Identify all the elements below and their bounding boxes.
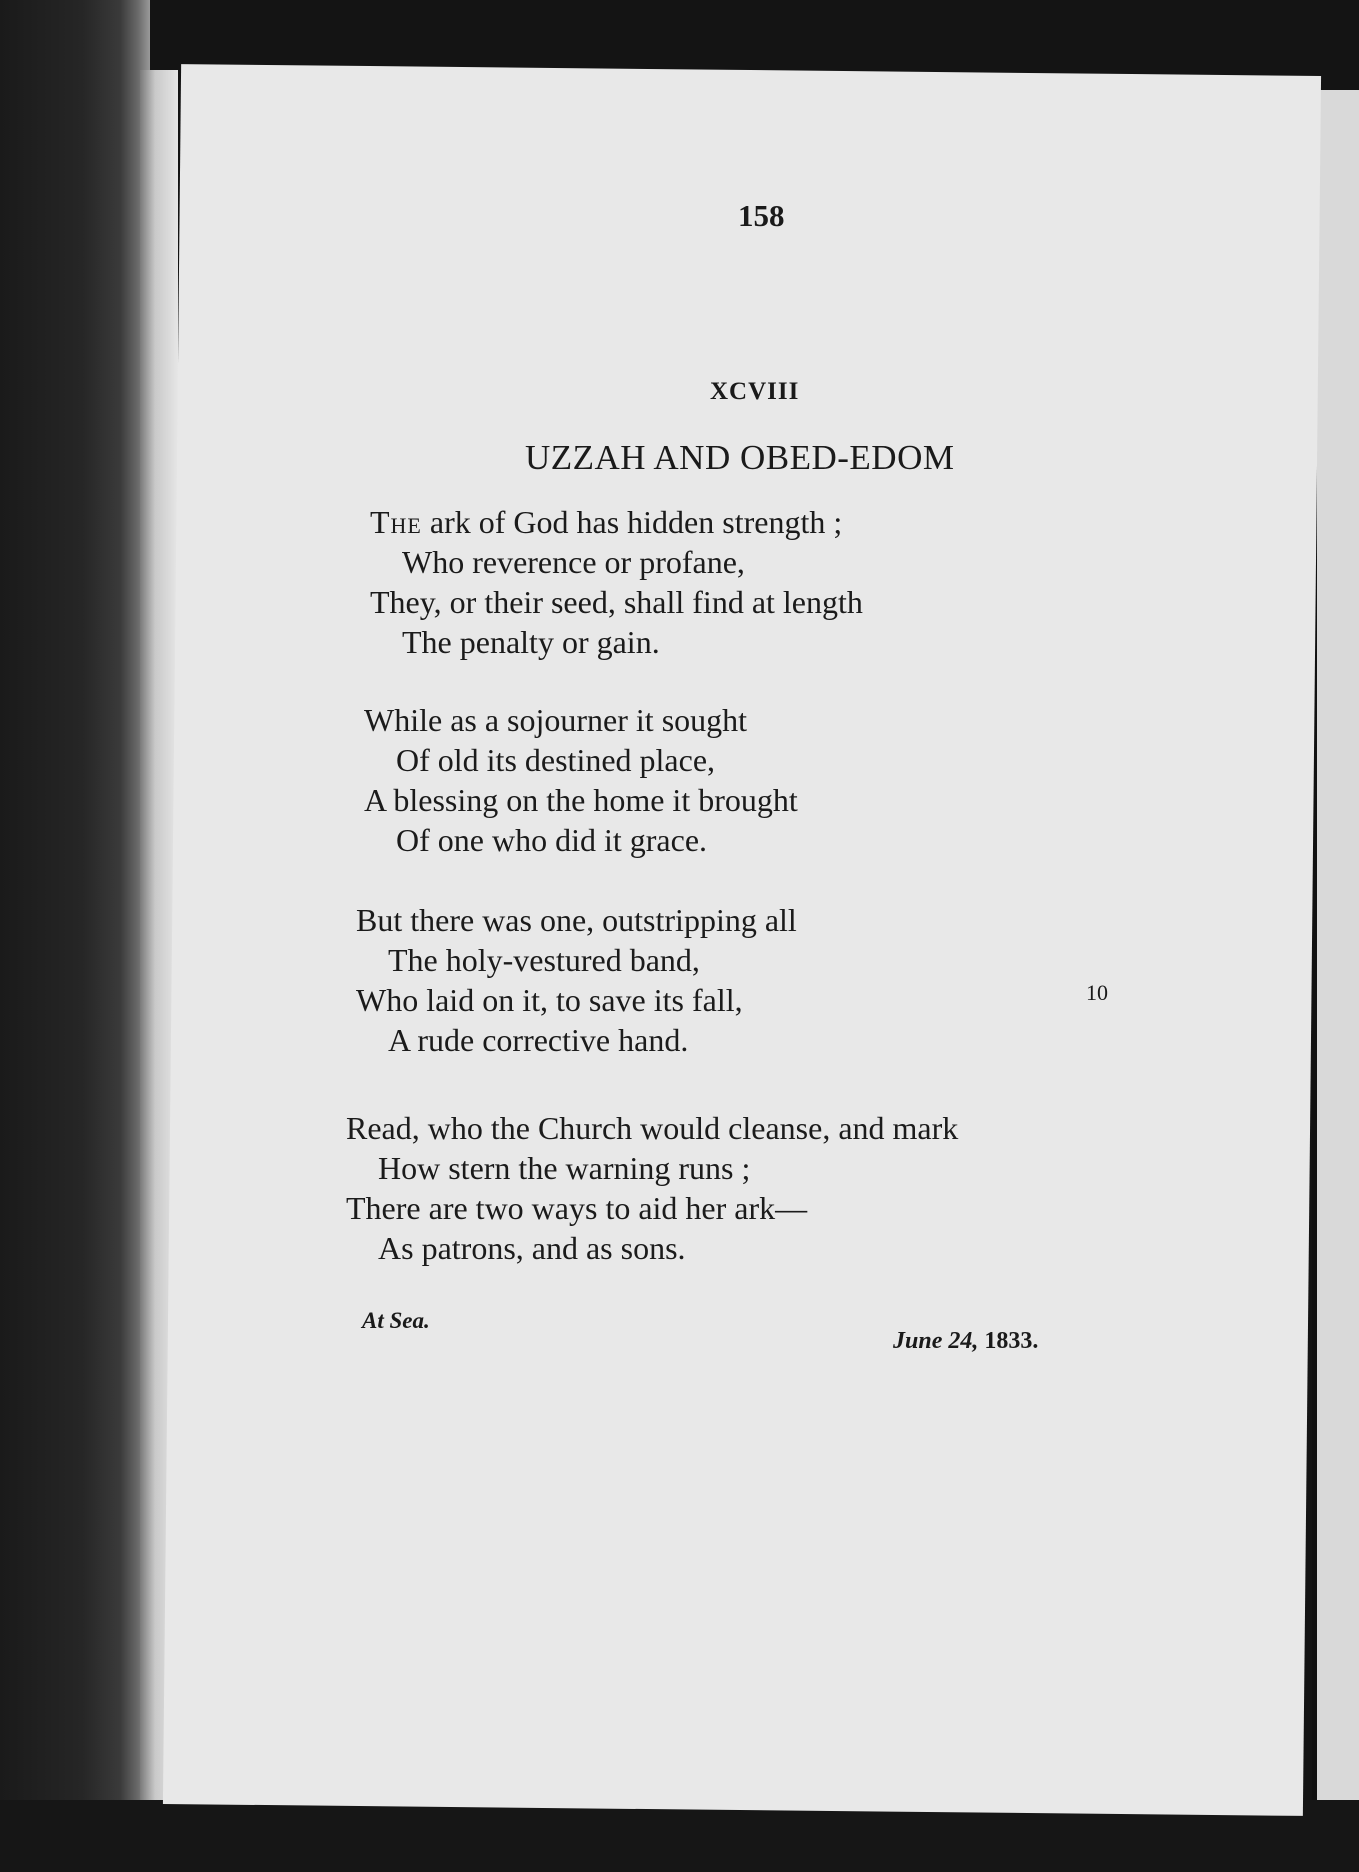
stanza-line: Of old its destined place, bbox=[396, 742, 716, 778]
composition-place: At Sea. bbox=[362, 1308, 430, 1333]
stanza-line: There are two ways to aid her ark— bbox=[346, 1190, 808, 1226]
stanza-line: But there was one, outstripping all bbox=[356, 902, 797, 938]
stanza-line: A rude corrective hand. bbox=[388, 1022, 689, 1058]
date-month-day: June 24, bbox=[893, 1328, 979, 1354]
stanza-4 bbox=[346, 1108, 958, 1268]
poem-numeral: XCVIII bbox=[710, 378, 800, 405]
page-number: 158 bbox=[738, 198, 785, 233]
line-number-marker: 10 bbox=[1086, 980, 1108, 1005]
stanza-line: As patrons, and as sons. bbox=[378, 1230, 686, 1266]
stanza-line: Who reverence or profane, bbox=[402, 544, 745, 580]
date-year: 1833. bbox=[984, 1328, 1039, 1354]
stanza-3 bbox=[356, 900, 797, 1060]
drop-word: The bbox=[370, 504, 422, 540]
stanza-line: While as a sojourner it sought bbox=[364, 702, 748, 738]
composition-date bbox=[893, 1328, 1038, 1355]
next-page-edge bbox=[1312, 90, 1359, 1810]
stanza-line: The ark of God has hidden strength ; bbox=[370, 504, 843, 540]
stanza-line: They, or their seed, shall find at length bbox=[370, 584, 863, 620]
book-spine bbox=[0, 0, 150, 1872]
stanza-line: The holy-vestured band, bbox=[388, 942, 700, 978]
poem-title: UZZAH AND OBED-EDOM bbox=[525, 438, 955, 477]
stanza-line: Who laid on it, to save its fall, bbox=[356, 982, 743, 1018]
stanza-line: Of one who did it grace. bbox=[396, 822, 708, 858]
stanza-line: The penalty or gain. bbox=[402, 624, 660, 660]
stanza-1 bbox=[370, 502, 863, 662]
stanza-line: How stern the warning runs ; bbox=[378, 1150, 751, 1186]
stanza-line: Read, who the Church would cleanse, and mark bbox=[346, 1110, 959, 1146]
stanza-2 bbox=[364, 700, 798, 860]
stanza-line: A blessing on the home it brought bbox=[364, 782, 798, 818]
